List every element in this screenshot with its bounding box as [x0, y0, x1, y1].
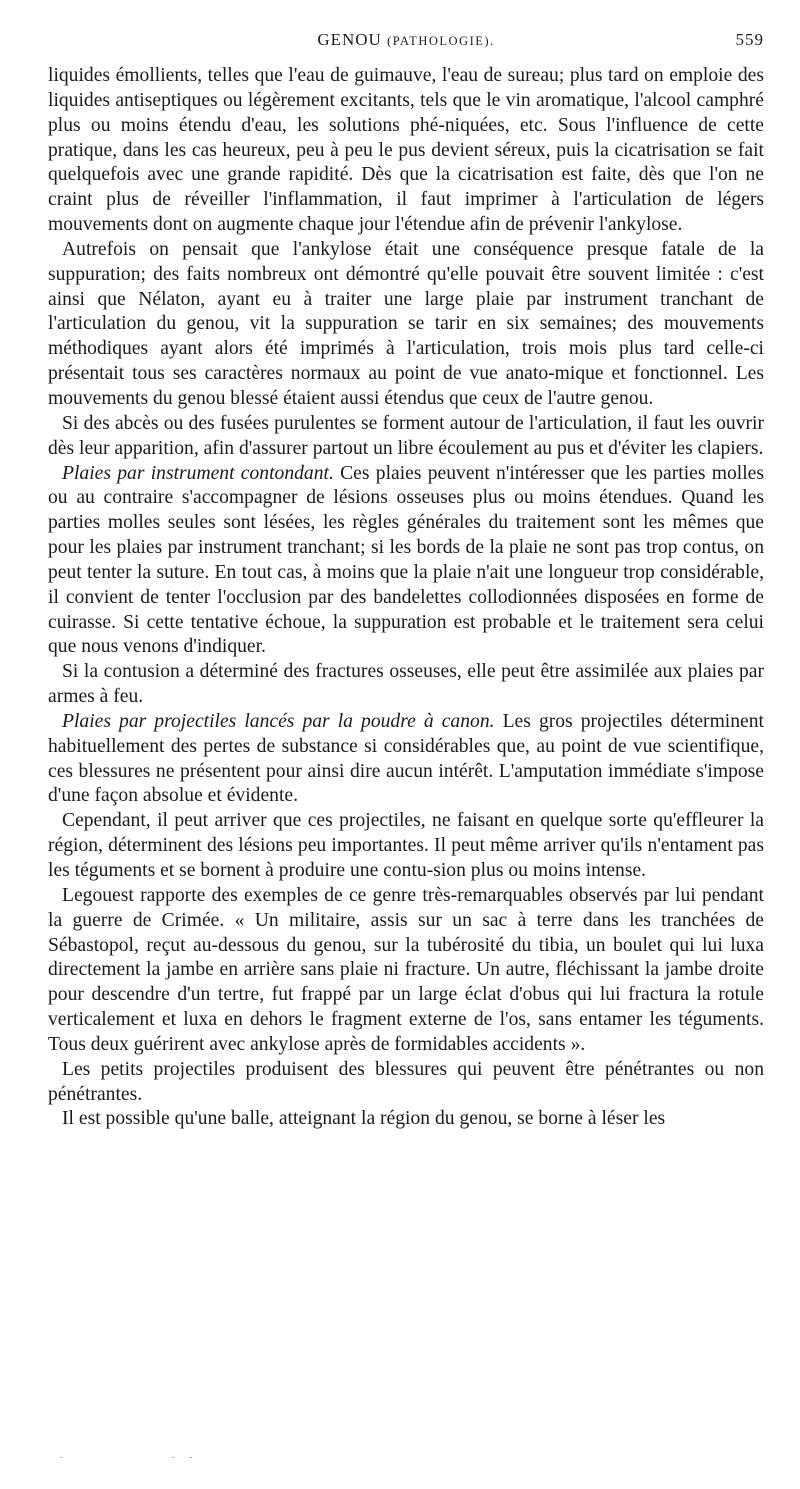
running-header: [48, 30, 764, 56]
paragraph: [48, 660, 764, 710]
running-title-sub: (PATHOLOGIE).: [387, 34, 495, 48]
paragraph: [48, 238, 764, 412]
paragraph-text: Il est possible qu'une balle, atteignant la région du genou, se borne à léser les: [62, 1108, 666, 1130]
paragraph: [48, 1107, 764, 1132]
paragraph: [48, 1058, 764, 1108]
paragraph: [48, 462, 764, 661]
body-text: [48, 64, 764, 1132]
section-lead: Plaies par instrument contondant.: [62, 462, 334, 484]
paragraph: [48, 64, 764, 238]
page-number: 559: [735, 30, 764, 49]
paragraph-text: Cependant, il peut arriver que ces projectiles, ne faisant en quelque sorte qu'effleurer la région, déterminent des lésions peu importantes. Il peut même arriver qu'ils n'entament pas les téguments et se bornent à produire une contu-sion plus ou moins intense.: [48, 810, 764, 881]
paragraph-text: Si la contusion a déterminé des fractures osseuses, elle peut être assimilée aux plaies par armes à feu.: [48, 661, 764, 708]
paragraph-text: Les gros projectiles déterminent habituellement des pertes de substance si considérables que, au point de vue scientifique, ces blessures ne présentent pour ainsi dire aucun intérêt. L'amputation immédiate s'impose d'une façon absolue et évidente.: [48, 710, 764, 807]
paragraph-text: Legouest rapporte des exemples de ce genre très-remarquables observés par lui pendant la guerre de Crimée. « Un militaire, assis sur un sac à terre dans les tranchées de Sébastopol, reçut au-dessous du genou, sur la tubérosité du tibia, un boulet qui lui luxa directement la jambe en arrière sans plaie ni fracture. Un autre, fléchissant la jambe droite pour descendre d'un tertre, fut frappé par un large éclat d'obus qui lui fractura la rotule verticalement et luxa en dehors le fragment externe de l'os, sans entamer les téguments. Tous deux guérirent avec ankylose après de formidables accidents ».: [48, 884, 764, 1055]
paragraph: [48, 809, 764, 884]
running-title: [48, 30, 764, 50]
section-lead: Plaies par projectiles lancés par la poudre à canon.: [62, 710, 495, 732]
paragraph: [48, 884, 764, 1058]
scan-marks: - - -: [60, 1452, 199, 1463]
page: [48, 30, 764, 1132]
paragraph-text: Les petits projectiles produisent des blessures qui peuvent être pénétrantes ou non pénétrantes.: [48, 1058, 764, 1105]
running-title-main: GENOU: [317, 30, 382, 49]
paragraph-text: Si des abcès ou des fusées purulentes se forment autour de l'articulation, il faut les ouvrir dès leur apparition, afin d'assurer partout un libre écoulement au pus et d'éviter les clapiers.: [48, 412, 764, 459]
paragraph-text: liquides émollients, telles que l'eau de guimauve, l'eau de sureau; plus tard on emploie des liquides antiseptiques ou légèrement excitants, tels que le vin aromatique, l'alcool camphré plus ou moins étendu d'eau, les solutions phé-niquées, etc. Sous l'influence de cette pratique, dans les cas heureux, peu à peu le pus devient séreux, puis la cicatrisation se fait quelquefois avec une grande rapidité. Dès que la cicatrisation est faite, dès que l'on ne craint plus de réveiller l'inflammation, il faut imprimer à l'articulation de légers mouvements dont on augmente chaque jour l'étendue afin de prévenir l'ankylose.: [48, 65, 764, 236]
paragraph-text: Autrefois on pensait que l'ankylose était une conséquence presque fatale de la suppuration; des faits nombreux ont démontré qu'elle pouvait être souvent limitée : c'est ainsi que Nélaton, ayant eu à traiter une large plaie par instrument tranchant de l'articulation du genou, vit la suppuration se tarir en six semaines; des mouvements méthodiques ayant alors été imprimés à l'articulation, trois mois plus tard celle-ci présentait tous ses caractères normaux au point de vue anato-mique et fonctionnel. Les mouvements du genou blessé étaient aussi étendus que ceux de l'autre genou.: [48, 238, 764, 409]
paragraph-text: Ces plaies peuvent n'intéresser que les parties molles ou au contraire s'accompagner de lésions osseuses plus ou moins étendues. Quand les parties molles seules sont lésées, les règles générales du traitement sont les mêmes que pour les plaies par instrument tranchant; si les bords de la plaie ne sont pas trop contus, on peut tenter la suture. En tout cas, à moins que la plaie n'ait une longueur trop considérable, il convient de tenter l'occlusion par des bandelettes collodionnées disposées en forme de cuirasse. Si cette tentative échoue, la suppuration est probable et le traitement sera celui que nous venons d'indiquer.: [48, 462, 764, 658]
paragraph: [48, 710, 764, 809]
paragraph: [48, 412, 764, 462]
